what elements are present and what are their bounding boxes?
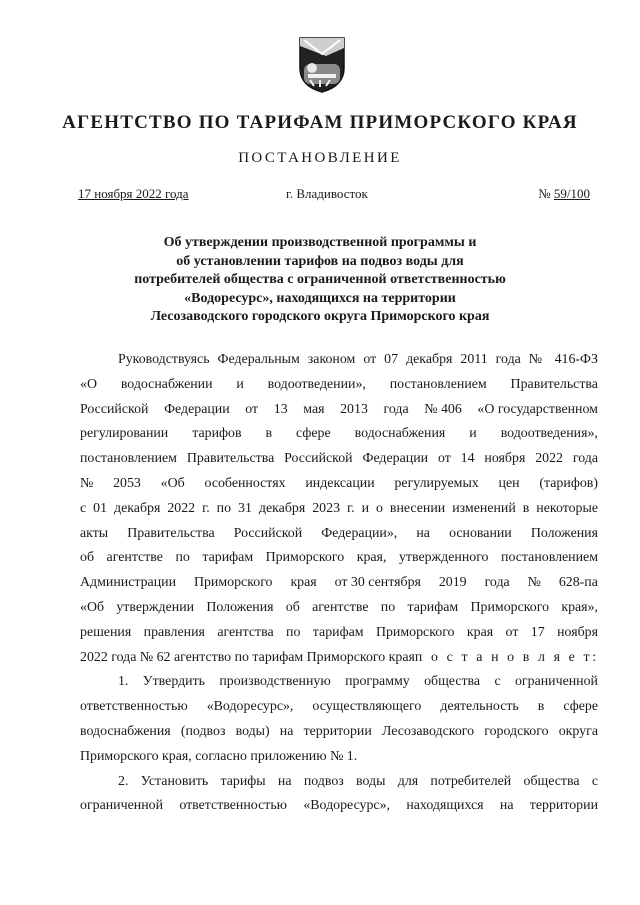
agency-title: АГЕНТСТВО ПО ТАРИФАМ ПРИМОРСКОГО КРАЯ: [62, 112, 578, 133]
body-word: от 30 сентября: [334, 575, 421, 591]
body-word: №: [527, 575, 541, 591]
body-word: года: [383, 401, 409, 417]
body-line: [80, 447, 598, 472]
body-word: Российской: [80, 401, 149, 417]
title-line: Лесозаводского городского округа Приморского края: [150, 309, 490, 324]
body-word: 628-па: [558, 575, 598, 591]
body-word: года: [484, 575, 510, 591]
body-word: ограниченной ответственностью «Водоресурс», находящихся на территории: [80, 798, 598, 814]
body-line: [80, 522, 598, 547]
body-word: водоснабжении: [120, 376, 213, 392]
document-type: ПОСТАНОВЛЕНИЕ: [238, 150, 402, 166]
body-word: 2022 года № 62 агентство по тарифам Приморского края: [80, 649, 415, 665]
decree-title: [0, 234, 640, 327]
body-line: [80, 770, 598, 795]
body-word: водоотведении»,: [267, 376, 366, 392]
body-word: «Об утверждении Положения об агентстве по тарифам Приморского края»,: [80, 599, 598, 615]
body-word: и: [469, 426, 477, 442]
body-word: решения правления агентства по тарифам Приморского края от 17 ноября: [80, 624, 598, 640]
body-word: основании: [449, 525, 512, 541]
body-word: 2053: [113, 475, 141, 491]
body-line: [80, 720, 598, 745]
title-line: об установлении тарифов на подвоз воды для: [176, 253, 464, 269]
body-word: мая: [303, 401, 325, 417]
body-word: Федерации»,: [321, 525, 398, 541]
body-word: Федерации: [164, 401, 230, 417]
body-word: водоотведения»,: [500, 426, 598, 442]
body-word: 2019: [438, 575, 467, 591]
body-word: (тарифов): [539, 475, 598, 491]
body-word: края: [290, 575, 317, 591]
decree-body: [80, 348, 598, 819]
body-word: акты: [80, 525, 109, 541]
body-word: Приморского: [193, 575, 273, 591]
body-word: «Об: [160, 475, 185, 491]
body-word: индексации: [305, 475, 375, 491]
body-word: Правительства: [127, 525, 215, 541]
body-word: Руководствуясь Федеральным законом от 07 декабря 2011 года № 416-ФЗ: [118, 352, 598, 367]
body-word: Российской: [233, 525, 303, 541]
body-line: [80, 497, 598, 522]
body-line: [80, 472, 598, 497]
decree-city: г. Владивосток: [286, 186, 368, 201]
body-word: 2. Установить тарифы на подвоз воды для потребителей общества с: [118, 773, 598, 789]
number-value: 59/100: [553, 186, 590, 201]
body-word: 2013: [340, 401, 368, 417]
body-word: Правительства: [510, 376, 598, 392]
body-word: водоснабжения: [354, 426, 446, 442]
title-line: «Водоресурс», находящихся на территории: [184, 290, 456, 306]
body-word: сфере: [296, 426, 331, 442]
coat-of-arms-emblem: [296, 34, 348, 94]
body-word: 13: [273, 401, 288, 417]
body-word: регулируемых: [394, 475, 479, 491]
body-word: п о с т а н о в л я е т:: [414, 649, 599, 665]
title-line: потребителей общества с ограниченной ответственностью: [134, 272, 506, 287]
body-word: водоснабжения (подвоз воды) на территории Лесозаводского городского округа: [80, 723, 598, 739]
body-word: особенностях: [204, 475, 286, 491]
body-word: и: [236, 376, 244, 392]
body-word: цен: [498, 475, 520, 491]
coat-of-arms-icon: [296, 34, 348, 94]
body-line: [80, 670, 598, 695]
body-line: [80, 571, 598, 596]
number-sign: №: [538, 186, 551, 201]
body-word: «О: [80, 376, 97, 392]
body-word: с 01 декабря 2022 г. по 31 декабря 2023 г. и о внесении изменений в некоторые: [80, 500, 598, 516]
decree-number: [538, 186, 590, 202]
body-word: тарифов: [192, 426, 242, 442]
body-line: [80, 794, 598, 819]
body-word: в: [265, 426, 273, 442]
body-word: Администрации: [80, 575, 177, 591]
body-line: [80, 646, 598, 671]
body-line: [80, 546, 598, 571]
body-word: «О государственном: [477, 401, 598, 417]
body-line: [80, 373, 598, 398]
body-word: № 406: [424, 401, 462, 417]
body-word: регулировании: [80, 426, 169, 442]
body-word: Приморского края, согласно приложению № 1.: [80, 748, 358, 764]
body-line: [80, 422, 598, 447]
body-word: 1. Утвердить производственную программу общества с ограниченной: [118, 674, 598, 690]
body-line: [80, 695, 598, 720]
body-line: [80, 621, 598, 646]
body-word: №: [80, 475, 94, 491]
title-line: Об утверждении производственной программы и: [163, 235, 477, 250]
body-word: на: [416, 525, 430, 541]
body-line: [80, 398, 598, 423]
body-word: от: [245, 401, 259, 417]
body-line: [80, 745, 598, 770]
body-word: об агентстве по тарифам Приморского края, утвержденного постановлением: [80, 550, 598, 566]
body-line: [80, 596, 598, 621]
body-word: постановлением Правительства Российской Федерации от 14 ноября 2022 года: [80, 451, 598, 467]
body-word: Положения: [530, 525, 598, 541]
decree-date: 17 ноября 2022 года: [78, 186, 189, 201]
body-line: [80, 348, 598, 373]
body-word: постановлением: [389, 376, 487, 392]
body-word: ответственностью «Водоресурс», осуществляющего деятельность в сфере: [80, 699, 598, 715]
